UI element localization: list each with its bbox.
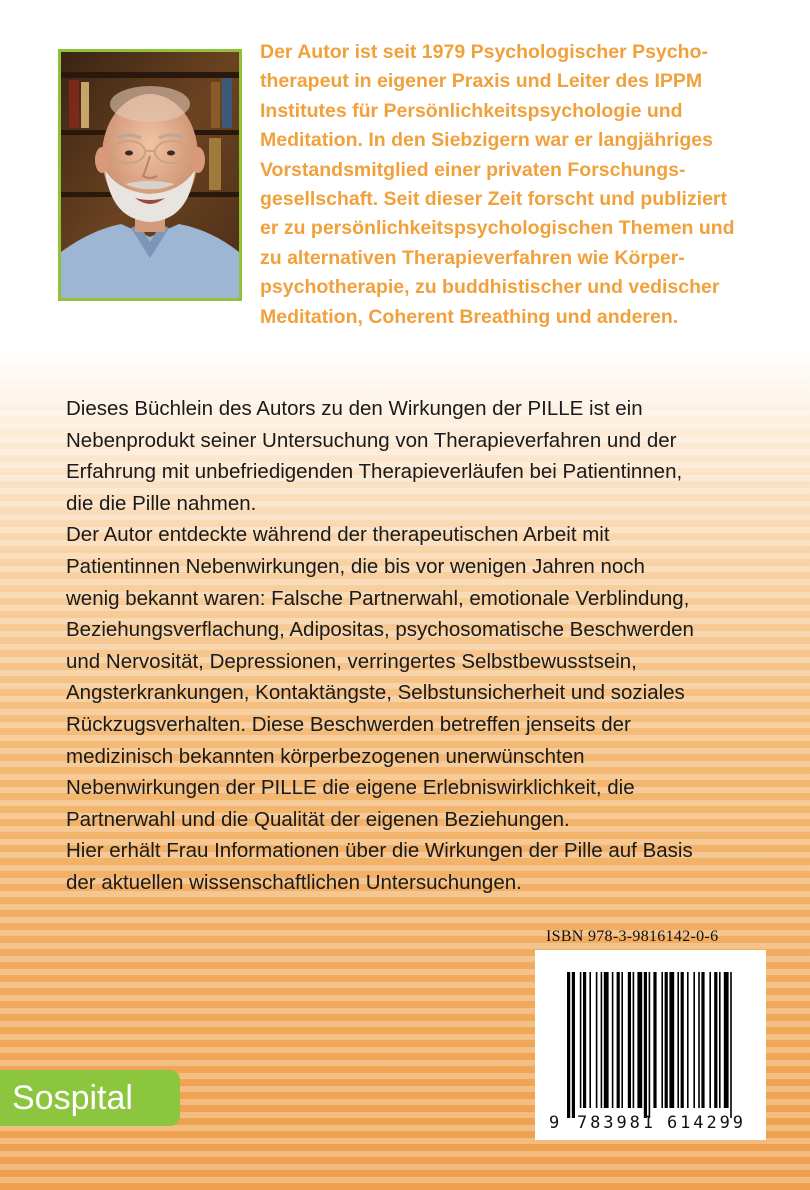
barcode-bar <box>687 972 689 1108</box>
barcode-bar <box>649 972 651 1118</box>
barcode-bar <box>730 972 732 1118</box>
barcode-bar <box>693 972 695 1108</box>
description-line: und Nervosität, Depressionen, verringertes Selbstbewusstsein, <box>66 649 637 673</box>
barcode-bar <box>637 972 642 1108</box>
barcode-right-digits: 614299 <box>667 1113 743 1133</box>
barcode-bar <box>580 972 582 1108</box>
barcode-bar <box>604 972 609 1108</box>
barcode-bar <box>677 972 679 1108</box>
description-line: Rückzugsverhalten. Diese Beschwerden betreffen jenseits der <box>66 712 631 736</box>
barcode-bar <box>612 972 614 1108</box>
bio-line: Meditation, Coherent Breathing und anderen. <box>260 305 679 328</box>
bio-line: therapeut in eigener Praxis und Leiter des IPPM <box>260 70 703 93</box>
description-line: Patientinnen Nebenwirkungen, die bis vor wenigen Jahren noch <box>66 554 645 578</box>
bio-line: psychotherapie, zu buddhistischer und vedischer <box>260 276 720 299</box>
barcode-bar <box>665 972 668 1108</box>
barcode-bar <box>724 972 729 1108</box>
description-line: medizinisch bekannten körperbezogenen unerwünschten <box>66 744 585 768</box>
description-line: wenig bekannt waren: Falsche Partnerwahl, emotionale Verblindung, <box>66 586 690 610</box>
barcode-graphic <box>535 950 766 1140</box>
description-line: Hier erhält Frau Informationen über die Wirkungen der Pille auf Basis <box>66 839 693 863</box>
description-line: Der Autor entdeckte während der therapeutischen Arbeit mit <box>66 523 610 547</box>
bio-line: Vorstandsmitglied einer privaten Forschungs- <box>260 158 686 181</box>
bio-line: zu alternativen Therapieverfahren wie Körper- <box>260 246 685 269</box>
barcode-bar <box>567 972 570 1118</box>
bio-line: Meditation. In den Siebzigern war er langjähriges <box>260 129 713 152</box>
barcode-bar <box>589 972 591 1108</box>
barcode-first-digit: 9 <box>549 1113 560 1133</box>
barcode-bar <box>628 972 631 1108</box>
barcode-bar <box>572 972 575 1118</box>
barcode-left-digits: 783981 <box>577 1113 653 1133</box>
bio-line: Institutes für Persönlichkeitspsychologie und <box>260 99 683 122</box>
description-line: der aktuellen wissenschaftlichen Untersuchungen. <box>66 870 522 894</box>
author-bio <box>260 38 800 332</box>
publisher-logo: Sospital <box>12 1079 133 1117</box>
author-photo <box>58 49 242 301</box>
description-line: Nebenprodukt seiner Untersuchung von Therapieverfahren und der <box>66 428 677 452</box>
barcode-bar <box>601 972 603 1108</box>
barcode-bar <box>583 972 586 1108</box>
barcode-bar <box>633 972 635 1108</box>
description-line: Beziehungsverflachung, Adipositas, psychosomatische Beschwerden <box>66 618 694 642</box>
barcode-bar <box>596 972 598 1108</box>
description-line: Dieses Büchlein des Autors zu den Wirkungen der PILLE ist ein <box>66 397 643 420</box>
barcode-bar <box>681 972 684 1108</box>
barcode-bar <box>701 972 704 1108</box>
barcode-bar <box>644 972 647 1118</box>
barcode-bar <box>661 972 663 1108</box>
isbn-label: ISBN 978-3-9816142-0-6 <box>546 928 719 945</box>
barcode-bar <box>709 972 711 1108</box>
barcode <box>535 950 766 1140</box>
barcode-bar <box>669 972 674 1108</box>
bio-line: Der Autor ist seit 1979 Psychologischer Psycho- <box>260 41 708 63</box>
bio-line: gesellschaft. Seit dieser Zeit forscht und publiziert <box>260 188 728 211</box>
description-line: Angsterkrankungen, Kontaktängste, Selbstunsicherheit und soziales <box>66 681 685 705</box>
description-line: Partnerwahl und die Qualität der eigenen Beziehungen. <box>66 807 570 831</box>
barcode-bar <box>653 972 656 1108</box>
barcode-bar <box>698 972 700 1108</box>
description-line: Erfahrung mit unbefriedigenden Therapieverläufen bei Patientinnen, <box>66 460 683 484</box>
barcode-bar <box>617 972 620 1108</box>
barcode-bar <box>621 972 623 1108</box>
description-line: Nebenwirkungen der PILLE die eigene Erlebniswirklichkeit, die <box>66 776 635 800</box>
description-line: die die Pille nahmen. <box>66 491 257 515</box>
book-description <box>66 393 806 899</box>
publisher-tab <box>0 1070 180 1126</box>
barcode-bar <box>714 972 717 1108</box>
barcode-bars <box>567 972 732 1118</box>
bio-line: er zu persönlichkeitspsychologischen Themen und <box>260 217 735 240</box>
barcode-bar <box>719 972 721 1108</box>
